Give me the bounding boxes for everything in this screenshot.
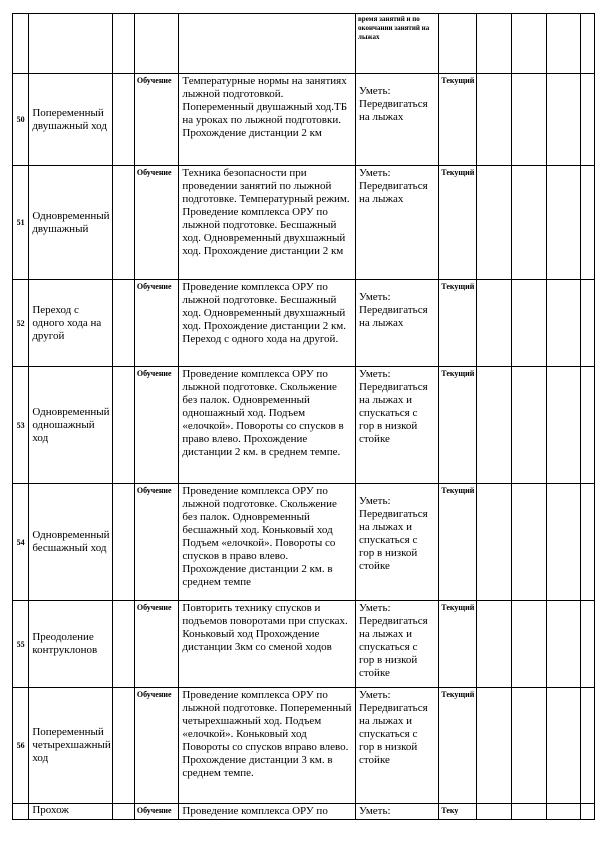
cell-edge [581,166,595,280]
cell-extra [547,74,581,166]
lesson-number: 54 [13,484,29,601]
lesson-description: Температурные нормы на занятиях лыжной подготовкой. Попеременный двушажный ход.ТБ на уроках по лыжной подготовки. Прохождение дистанции 2 км [179,74,356,166]
cell-hours [112,804,134,820]
lesson-type: Обучение [134,74,179,166]
lesson-control: Текущий [439,367,477,484]
lesson-description: Проведение комплекса ОРУ по [179,804,356,820]
cell-date-plan [477,280,512,367]
lesson-skill [356,688,439,804]
cell-date-fact [512,688,547,804]
cell-date-fact [512,280,547,367]
lesson-topic: Одновременный двушажный [29,166,112,280]
table-row [13,280,595,367]
lesson-topic: Преодоление контруклонов [29,601,112,688]
cell-date-plan [477,166,512,280]
skill-text: Передвигаться на лыжах и спускаться с гор в низкой стойке [359,381,428,445]
cell-edge [581,14,595,74]
cell-type [134,14,179,74]
lesson-skill [356,74,439,166]
cell-date-fact [512,14,547,74]
lesson-plan-table [12,13,595,820]
lesson-number: 51 [13,166,29,280]
lesson-control: Текущий [439,280,477,367]
cell-skill-note: время занятий и по окончании занятий на лыжах [356,14,439,74]
cell-date-fact [512,601,547,688]
skill-title: Уметь: [359,291,391,303]
lesson-control: Текущий [439,166,477,280]
lesson-topic: Попеременный четырехшажный ход [29,688,112,804]
lesson-skill [356,484,439,601]
lesson-skill [356,601,439,688]
cell-extra [547,688,581,804]
cell-topic [29,14,112,74]
skill-text: Передвигаться на лыжах и спускаться с гор в низкой стойке [359,702,428,766]
lesson-control: Текущий [439,74,477,166]
cell-hours [112,166,134,280]
cell-date-plan [477,14,512,74]
lesson-skill [356,166,439,280]
cell-extra [547,484,581,601]
lesson-control: Текущий [439,484,477,601]
cell-hours [112,367,134,484]
cell-edge [581,688,595,804]
lesson-type: Обучение [134,804,179,820]
table-row [13,601,595,688]
lesson-control: Текущий [439,601,477,688]
lesson-type: Обучение [134,280,179,367]
cell-edge [581,74,595,166]
lesson-skill [356,804,439,820]
lesson-description: Проведение комплекса ОРУ по лыжной подготовке. Бесшажный ход. Одновременный двухшажный ход. Прохождение дистанции 2 км. Переход с одного хода на другой. [179,280,356,367]
lesson-number: 52 [13,280,29,367]
lesson-number [13,804,29,820]
lesson-description: Проведение комплекса ОРУ по лыжной подготовке. Попеременный четырехшажный ход. Подъем «елочкой». Коньковый ход Повороты со спусков вправо влево. Прохождение дистанции 3 км. в среднем темпе. [179,688,356,804]
cell-date-plan [477,804,512,820]
cell-edge [581,367,595,484]
cell-hours [112,688,134,804]
cell-extra [547,601,581,688]
table-row-partial [13,804,595,820]
table-row [13,367,595,484]
cell-date-fact [512,166,547,280]
lesson-description: Техника безопасности при проведении занятий по лыжной подготовке. Температурный режим. Проведение комплекса ОРУ по лыжной подготовке. Бесшажный ход. Одновременный двухшажный ход. Прохождение дистанции 2 км [179,166,356,280]
cell-date-fact [512,74,547,166]
skill-title: Уметь: [359,495,391,507]
lesson-topic: Одновременный одношажный ход [29,367,112,484]
cell-date-fact [512,367,547,484]
lesson-control: Теку [439,804,477,820]
cell-date-plan [477,688,512,804]
table-row [13,484,595,601]
lesson-type: Обучение [134,367,179,484]
lesson-skill [356,280,439,367]
skill-text: Передвигаться на лыжах и спускаться с гор в низкой стойке [359,508,428,572]
lesson-number: 53 [13,367,29,484]
lesson-number: 55 [13,601,29,688]
lesson-topic: Одновременный бесшажный ход [29,484,112,601]
lesson-type: Обучение [134,484,179,601]
table-row [13,74,595,166]
cell-control [439,14,477,74]
cell-date-plan [477,367,512,484]
cell-description [179,14,356,74]
lesson-type: Обучение [134,166,179,280]
cell-edge [581,280,595,367]
lesson-topic: Прохож [29,804,112,820]
cell-extra [547,280,581,367]
lesson-description: Проведение комплекса ОРУ по лыжной подготовке. Скольжение без палок. Одновременный одношажный ход. Подъем «елочкой». Повороты со спусков в право влево. Прохождение дистанции 2 км. в среднем темпе. [179,367,356,484]
lesson-skill [356,367,439,484]
lesson-control: Текущий [439,688,477,804]
lesson-description: Повторить технику спусков и подъемов поворотами при спусках. Коньковый ход Прохождение дистанции 3км со сменой ходов [179,601,356,688]
cell-edge [581,484,595,601]
cell-edge [581,601,595,688]
cell-date-plan [477,74,512,166]
cell-date-plan [477,601,512,688]
skill-title: Уметь: [359,602,391,614]
lesson-plan-sheet [12,13,595,820]
table-row [13,166,595,280]
cell-hours [112,14,134,74]
cell-date-fact [512,804,547,820]
cell-extra [547,166,581,280]
lesson-topic: Попеременный двушажный ход [29,74,112,166]
cell-date-plan [477,484,512,601]
lesson-description: Проведение комплекса ОРУ по лыжной подготовке. Скольжение без палок. Одновременный бесшажный ход. Коньковый ход Подъем «елочкой». Повороты со спусков в право влево. Прохождение дистанции 2 км. в среднем темпе [179,484,356,601]
cell-hours [112,280,134,367]
skill-title: Уметь: [359,85,391,97]
table-row [13,688,595,804]
skill-title: Уметь: [359,368,391,380]
cell-hours [112,74,134,166]
skill-text: Передвигаться на лыжах и спускаться с гор в низкой стойке [359,615,428,679]
skill-title: Уметь: [359,805,391,817]
table-row-continuation [13,14,595,74]
lesson-topic: Переход с одного хода на другой [29,280,112,367]
cell-hours [112,484,134,601]
cell-extra [547,14,581,74]
cell-num [13,14,29,74]
cell-extra [547,804,581,820]
lesson-type: Обучение [134,688,179,804]
cell-edge [581,804,595,820]
skill-text: Передвигаться на лыжах [359,98,428,123]
cell-hours [112,601,134,688]
cell-date-fact [512,484,547,601]
lesson-number: 56 [13,688,29,804]
skill-title: Уметь: [359,167,391,179]
skill-title: Уметь: [359,689,391,701]
lesson-type: Обучение [134,601,179,688]
lesson-number: 50 [13,74,29,166]
skill-text: Передвигаться на лыжах [359,304,428,329]
skill-text: Передвигаться на лыжах [359,180,428,205]
cell-extra [547,367,581,484]
